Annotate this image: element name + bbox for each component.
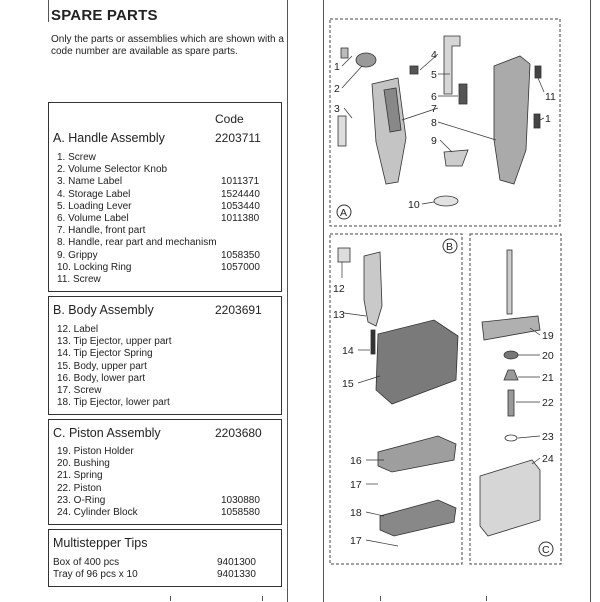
piston-assembly-drawing [480, 250, 540, 536]
body-upper-part [376, 320, 458, 404]
list-item: 21. Spring [57, 470, 103, 482]
list-item: 19. Piston Holder [57, 446, 134, 457]
callout-8: 8 [431, 117, 437, 129]
page-title: SPARE PARTS [51, 7, 158, 24]
callout-18: 18 [350, 507, 362, 519]
callout-14: 14 [342, 345, 354, 357]
list-item: 9. Grippy 1058350 [57, 249, 260, 261]
section-code: 2203711 [215, 131, 261, 145]
section-title: B. Body Assembly [53, 303, 154, 317]
body-lower-part [378, 436, 456, 472]
list-item: 4. Storage Label 1524440 [57, 188, 260, 200]
list-item: 18. Tip Ejector, lower part [57, 397, 170, 409]
panel-c-letter: C [542, 544, 550, 556]
list-item: 11. Screw [57, 274, 101, 286]
list-item: 23. O-Ring 1030880 [57, 494, 260, 506]
handle-rear-part [494, 56, 530, 184]
list-item: 24. Cylinder Block 1058580 [57, 507, 260, 519]
callout-24: 24 [542, 453, 554, 465]
cylinder-block-part [480, 460, 540, 536]
panel-a-letter: A [340, 207, 348, 219]
list-item: 17. Screw [57, 385, 102, 397]
screw-rear-part-2 [534, 114, 540, 128]
callout-12: 12 [333, 283, 345, 295]
callout-17-lower: 17 [350, 535, 362, 547]
piston-rod-part [507, 250, 512, 314]
list-item: 22. Piston [57, 482, 102, 494]
tip-ejector-upper-part [364, 252, 382, 326]
list-item: 13. Tip Ejector, upper part [57, 336, 172, 348]
callout-17: 17 [350, 479, 362, 491]
list-item: 14. Tip Ejector Spring [57, 348, 153, 360]
callout-22: 22 [542, 397, 554, 409]
callout-20: 20 [542, 350, 554, 362]
locking-ring-part [434, 196, 458, 206]
callout-23: 23 [542, 431, 554, 443]
panel-b-letter: B [446, 241, 454, 253]
list-item: 10. Locking Ring 1057000 [57, 261, 260, 273]
screw-part [341, 48, 348, 58]
list-item: Box of 400 pcs 9401300 [53, 557, 256, 568]
list-item: 20. Bushing [57, 458, 110, 470]
body-assembly-drawing [338, 248, 458, 536]
callout-7: 7 [431, 103, 437, 115]
callout-13: 13 [333, 309, 345, 321]
list-item: 16. Body, lower part [57, 372, 146, 384]
code-column-label: Code [215, 112, 244, 126]
piston-holder-part [482, 316, 540, 340]
bushing-part [504, 351, 518, 359]
list-item: 8. Handle, rear part and mechanism [57, 237, 217, 249]
volume-knob-part [356, 53, 376, 67]
list-item: 7. Handle, front part [57, 225, 146, 237]
callout-3: 3 [334, 103, 340, 115]
o-ring-part [505, 435, 517, 441]
handle-assembly-drawing [338, 36, 541, 206]
tip-ejector-spring-part [371, 330, 375, 354]
list-item: 3. Name Label 1011371 [57, 176, 260, 188]
intro-text: Only the parts or assemblies which are shown with a code number are available as spare parts. [51, 34, 284, 57]
callout-10: 10 [408, 199, 420, 211]
name-label-part [338, 116, 346, 146]
loading-lever-part [444, 36, 460, 94]
callout-1: 1 [334, 61, 340, 73]
callout-5: 5 [431, 69, 437, 81]
volume-label-part [459, 84, 467, 104]
list-item: 12. Label [57, 324, 99, 335]
callout-2: 2 [334, 83, 340, 95]
callout-11: 11 [545, 91, 556, 103]
grippy-part [444, 150, 468, 166]
screw-rear-part [535, 66, 541, 78]
section-title: C. Piston Assembly [53, 426, 161, 440]
callout-15: 15 [342, 378, 354, 390]
callout-9: 9 [431, 135, 437, 147]
storage-label-part [410, 66, 418, 74]
piston-part [508, 390, 514, 416]
label-part [338, 248, 350, 262]
callout-4: 4 [431, 49, 437, 61]
callout-16: 16 [350, 455, 362, 467]
section-code: 2203680 [215, 426, 262, 440]
section-title: Multistepper Tips [53, 536, 148, 550]
list-item: 15. Body, upper part [57, 360, 147, 372]
callout-19: 19 [542, 330, 554, 342]
callout-6: 6 [431, 91, 437, 103]
spring-part [504, 370, 518, 380]
list-item: Tray of 96 pcs x 10 9401330 [53, 569, 256, 581]
section-code: 2203691 [215, 303, 262, 317]
list-item: 5. Loading Lever 1053440 [57, 200, 260, 212]
list-item: 1. Screw [57, 152, 96, 163]
list-item: 2. Volume Selector Knob [57, 164, 168, 176]
callout-21: 21 [542, 372, 554, 384]
callout-1-rear: 1 [545, 113, 551, 125]
tip-ejector-lower-part [380, 500, 456, 536]
list-item: 6. Volume Label 1011380 [57, 213, 260, 225]
section-title: A. Handle Assembly [53, 131, 165, 145]
